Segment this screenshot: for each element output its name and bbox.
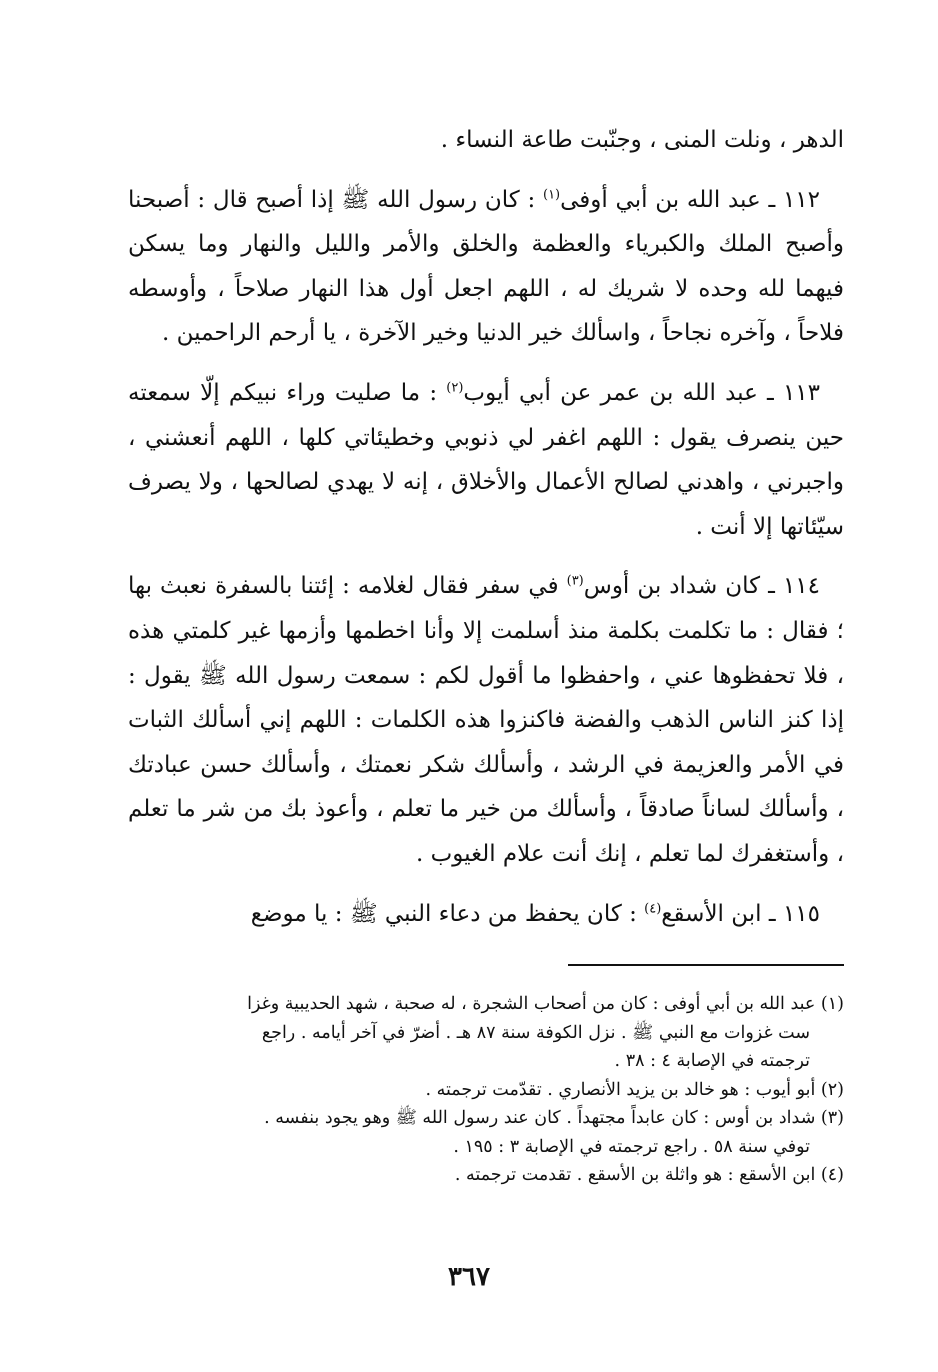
paragraph-number: ١١٢ ـ (768, 186, 821, 213)
main-text (128, 118, 844, 936)
footnote-1-continuation: ست غزوات مع النبي ﷺ . نزل الكوفة سنة ٨٧ هـ . أضرّ في آخر أيامه . راجع (261, 1022, 810, 1043)
footnote-ref[interactable]: (٤) (644, 900, 662, 916)
footnote-ref[interactable]: (٣) (566, 573, 584, 589)
intro-line: الدهر ، ونلت المنى ، وجنّبت طاعة النساء . (440, 127, 844, 153)
footnote-separator (568, 964, 844, 966)
paragraph-heading: ابن الأسقع (661, 900, 762, 927)
paragraph-heading: عبد الله بن عمر عن أبي أيوب (463, 379, 758, 406)
page-number: ٣٦٧ (448, 1262, 490, 1292)
footnote-4: (٤) ابن الأسقع : هو واثلة بن الأسقع . تقدمت ترجمته . (454, 1165, 844, 1185)
footnote-3: (٣) شداد بن أوس : كان عابداً مجتهداً . كان عند رسول الله ﷺ وهو يجود بنفسه . (264, 1108, 844, 1128)
footnote-1: (١) عبد الله بن أبي أوفى : كان من أصحاب الشجرة ، له صحبة ، شهد الحديبية وغزا (247, 994, 844, 1014)
paragraph-114 (128, 564, 844, 876)
paragraph-text: : كان رسول الله ﷺ إذا أصبح قال : أصبحنا وأصبح الملك والكبرياء والعظمة والخلق والأمر والليل والنهار وما يسكن فيهما لله وحده لا شريك له ، اللهم اجعل أول هذا النهار صلاحاً ، وأوسطه فلاحاً ، وآخره نجاحاً ، واسألك خير الدنيا وخير الآخرة ، يا أرحم الراحمين . (128, 186, 844, 347)
paragraph-115 (128, 892, 844, 937)
paragraph-number: ١١٤ ـ (768, 573, 820, 600)
footnote-ref[interactable]: (١) (542, 186, 561, 202)
footnote-2: (٢) أبو أيوب : هو خالد بن يزيد الأنصاري . تقدّمت ترجمته . (425, 1079, 844, 1100)
paragraph-number: ١١٥ ـ (768, 900, 820, 927)
paragraph-number: ١١٣ ـ (767, 379, 821, 406)
paragraph-heading: عبد الله بن أبي أوفى (560, 186, 761, 213)
paragraph-heading: كان شداد بن أوس (583, 573, 761, 600)
paragraph-112 (128, 178, 844, 356)
footnote-1-continuation: ترجمته في الإصابة ٤ : ٣٨ . (614, 1051, 810, 1071)
paragraph-113 (128, 371, 844, 549)
footnote-3-continuation: توفي سنة ٥٨ . راجع ترجمته في الإصابة ٣ : ١٩٥ . (453, 1136, 810, 1157)
paragraph-text: : ما صليت وراء نبيكم إلّا سمعته حين ينصرف يقول : اللهم اغفر لي ذنوبي وخطيئاتي كلها ، اللهم أنعشني ، واجبرني ، واهدني لصالح الأعمال والأخلاق ، إنه لا يهدي لصالحها ، ولا يصرف سيّئاتها إلا أنت . (128, 379, 844, 540)
paragraph-text: : كان يحفظ من دعاء النبي ﷺ : يا موضع (250, 900, 637, 927)
footnote-ref[interactable]: (٢) (446, 380, 464, 396)
footnotes (128, 990, 844, 1190)
paragraph-text: في سفر فقال لغلامه : إئتنا بالسفرة نعبث بها ؛ فقال : ما تكلمت بكلمة منذ أسلمت إلا وأنا اخطمها وأزمها غير كلمتي هذه ، فلا تحفظوها عني ، واحفظوا ما أقول لكم : سمعت رسول الله ﷺ يقول : إذا كنز الناس الذهب والفضة فاكنزوا هذه الكلمات : اللهم إني أسألك الثبات في الأمر والعزيمة في الرشد ، وأسألك شكر نعمتك ، وأسألك حسن عبادتك ، وأسألك لساناً صادقاً ، وأسألك من خير ما تعلم ، وأعوذ بك من شر ما تعلم ، وأستغفرك لما تعلم ، إنك أنت علام الغيوب . (128, 573, 844, 867)
